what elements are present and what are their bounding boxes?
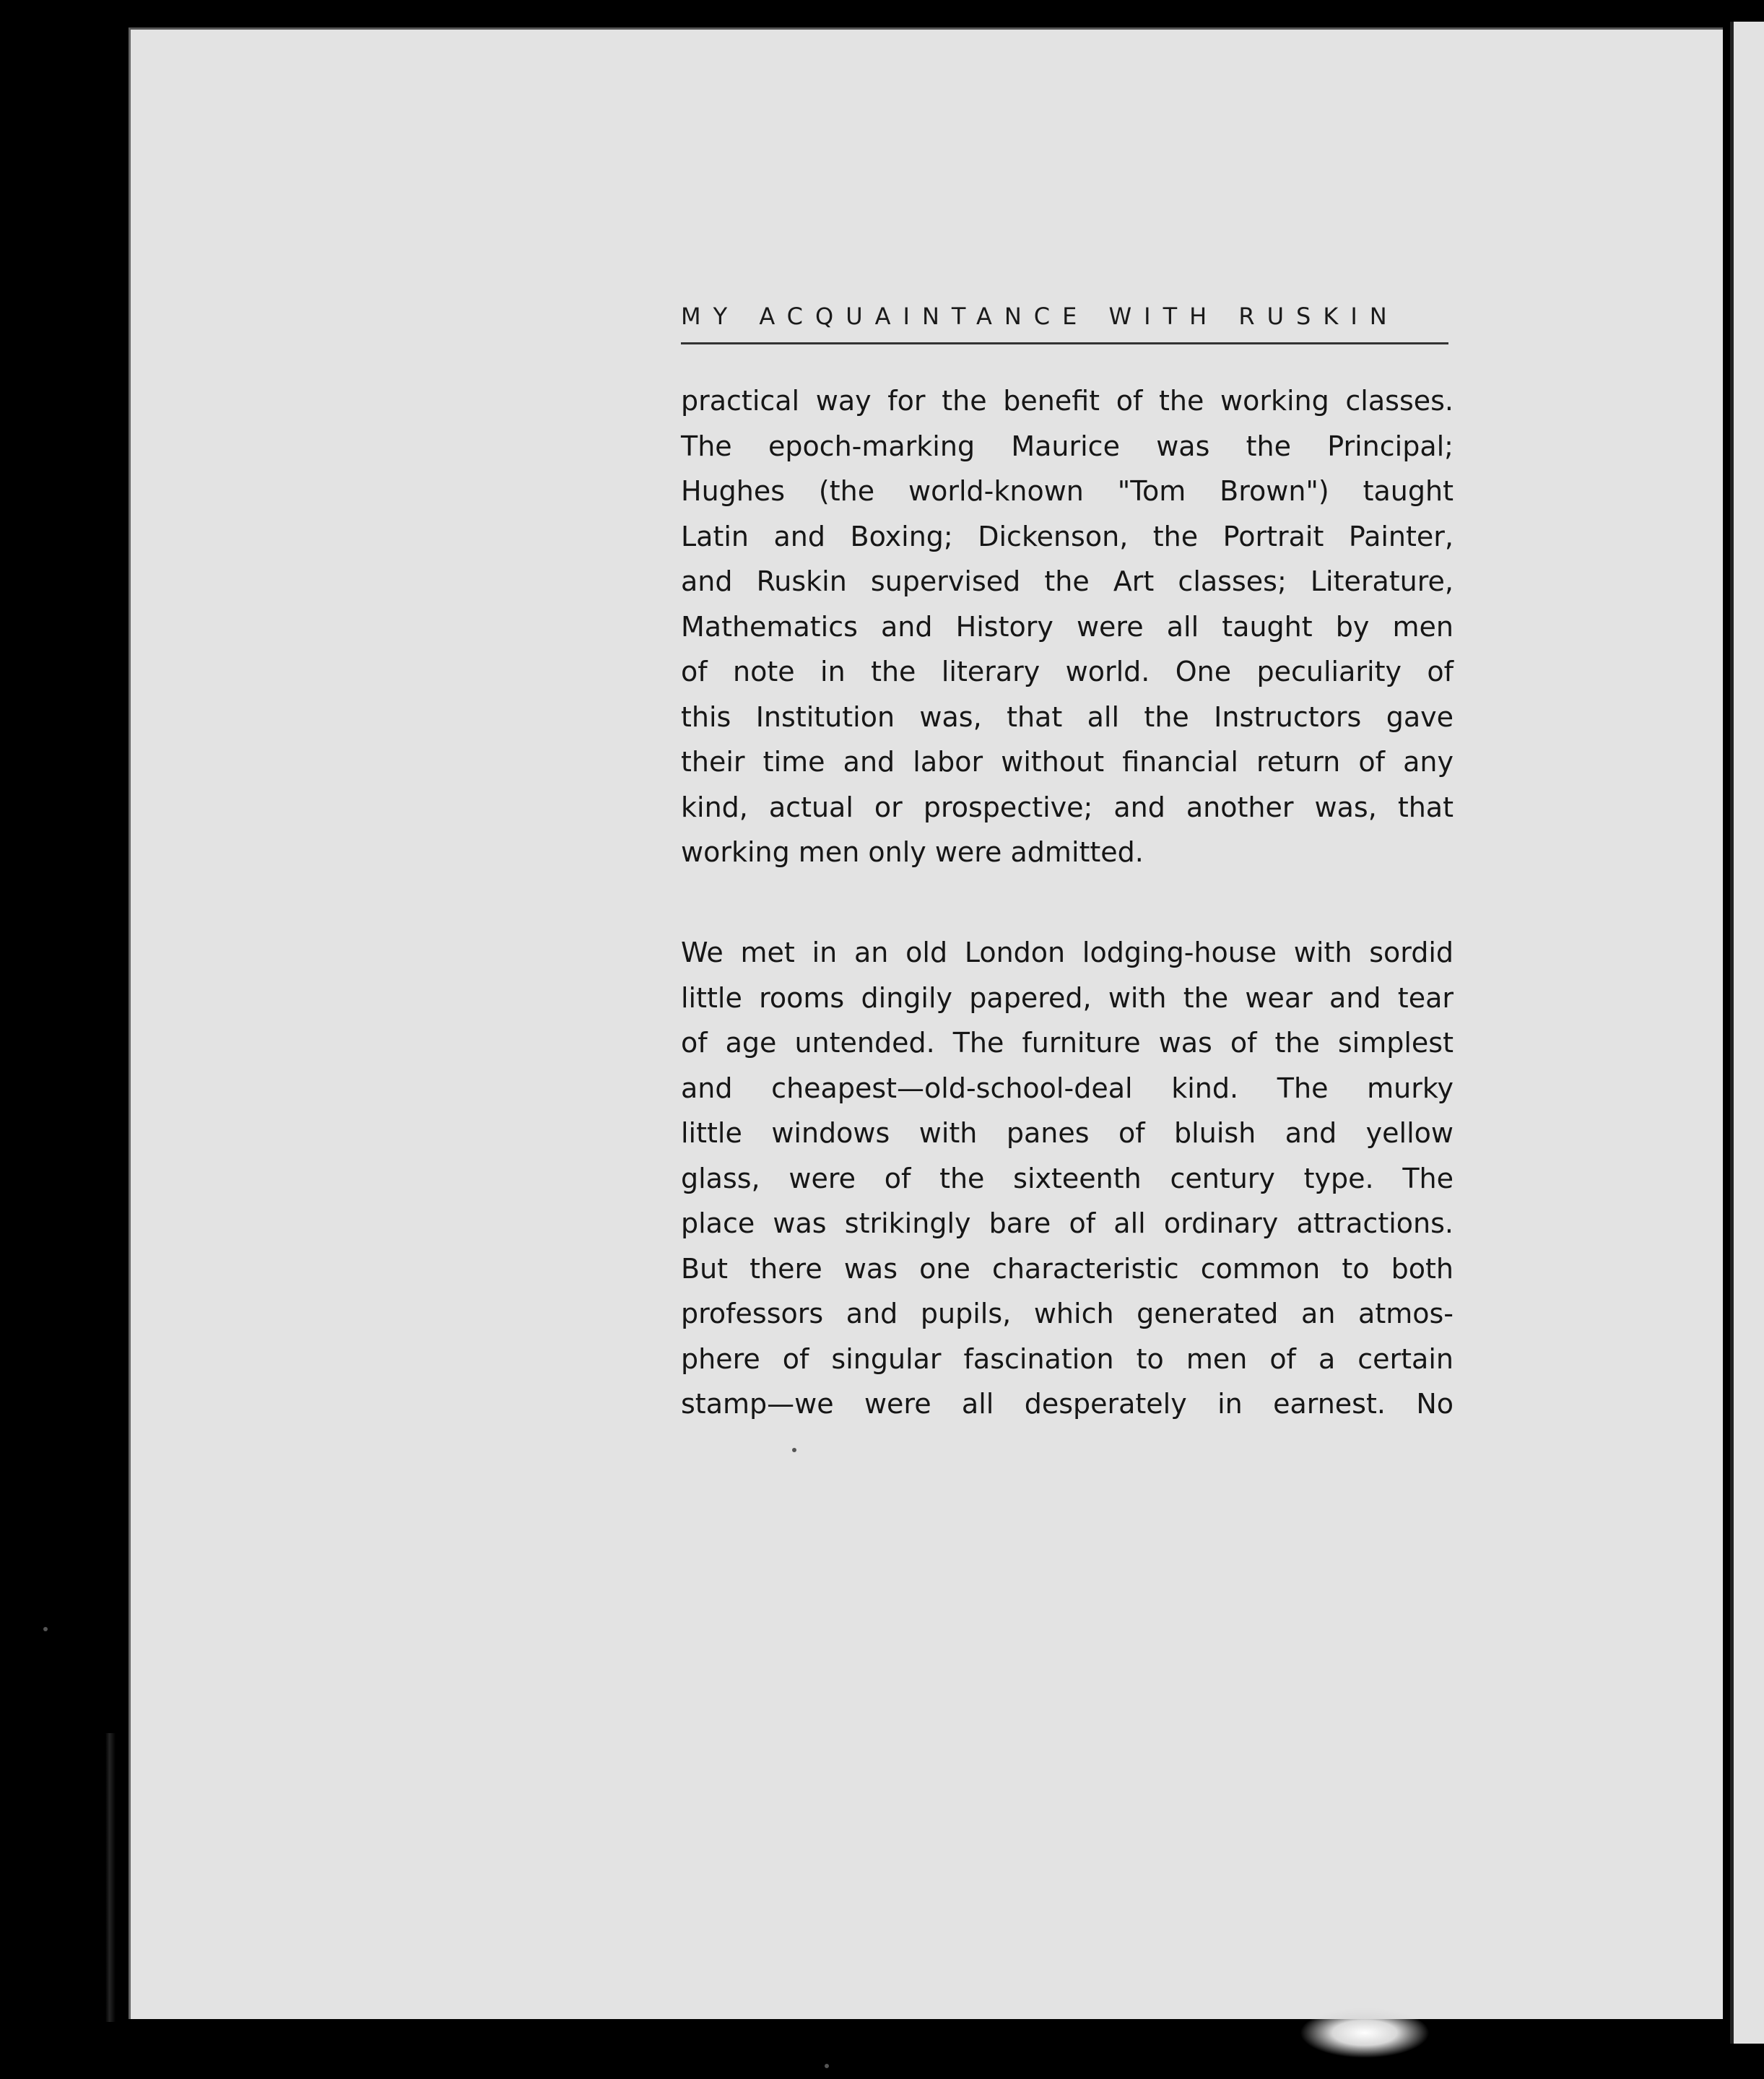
- scan-speck: [825, 2064, 829, 2068]
- scan-glare: [1300, 2008, 1430, 2058]
- text-line: phere of singular fascination to men of a certain: [681, 1342, 1454, 1375]
- text-line: Hughes (the world-known "Tom Brown") taught: [681, 475, 1454, 507]
- text-line: glass, were of the sixteenth century type. The: [681, 1162, 1454, 1194]
- text-line: kind, actual or prospective; and another was, that: [681, 791, 1454, 823]
- text-line: But there was one characteristic common to both: [681, 1252, 1454, 1285]
- text-line: their time and labor without financial return of any: [681, 746, 1454, 778]
- text-line: place was strikingly bare of all ordinary attractions.: [681, 1207, 1454, 1239]
- text-line: We met in an old London lodging-house with sordid: [681, 937, 1454, 968]
- page-shadow: [105, 1733, 116, 2022]
- text-line: practical way for the benefit of the working classes.: [681, 385, 1454, 417]
- text-line: Mathematics and History were all taught by men: [681, 610, 1454, 643]
- running-head: MY ACQUAINTANCE WITH RUSKIN: [681, 303, 1399, 330]
- text-line: little rooms dingily papered, with the wear and tear: [681, 981, 1454, 1014]
- text-line: The epoch-marking Maurice was the Principal;: [681, 430, 1454, 462]
- text-line: and Ruskin supervised the Art classes; Literature,: [681, 565, 1454, 597]
- text-line: stamp—we were all desperately in earnest. No: [681, 1388, 1454, 1420]
- text-line: little windows with panes of bluish and yellow: [681, 1117, 1454, 1149]
- scan-speck: [43, 1627, 48, 1631]
- text-line: of age untended. The furniture was of the simplest: [681, 1027, 1454, 1059]
- text-line: working men only were admitted.: [681, 836, 1144, 868]
- text-line: and cheapest—old-school-deal kind. The murky: [681, 1072, 1454, 1104]
- text-line: Latin and Boxing; Dickenson, the Portrait Painter,: [681, 520, 1454, 552]
- paragraph-1: [681, 378, 1454, 875]
- text-line: professors and pupils, which generated an atmos-: [681, 1298, 1454, 1329]
- adjacent-page-edge: [1730, 22, 1764, 2044]
- text-line: this Institution was, that all the Instructors gave: [681, 700, 1454, 733]
- paragraph-2: [681, 930, 1454, 1427]
- scan-speck: [792, 1448, 796, 1452]
- header-rule: [681, 342, 1448, 344]
- text-line: of note in the literary world. One peculiarity of: [681, 656, 1454, 687]
